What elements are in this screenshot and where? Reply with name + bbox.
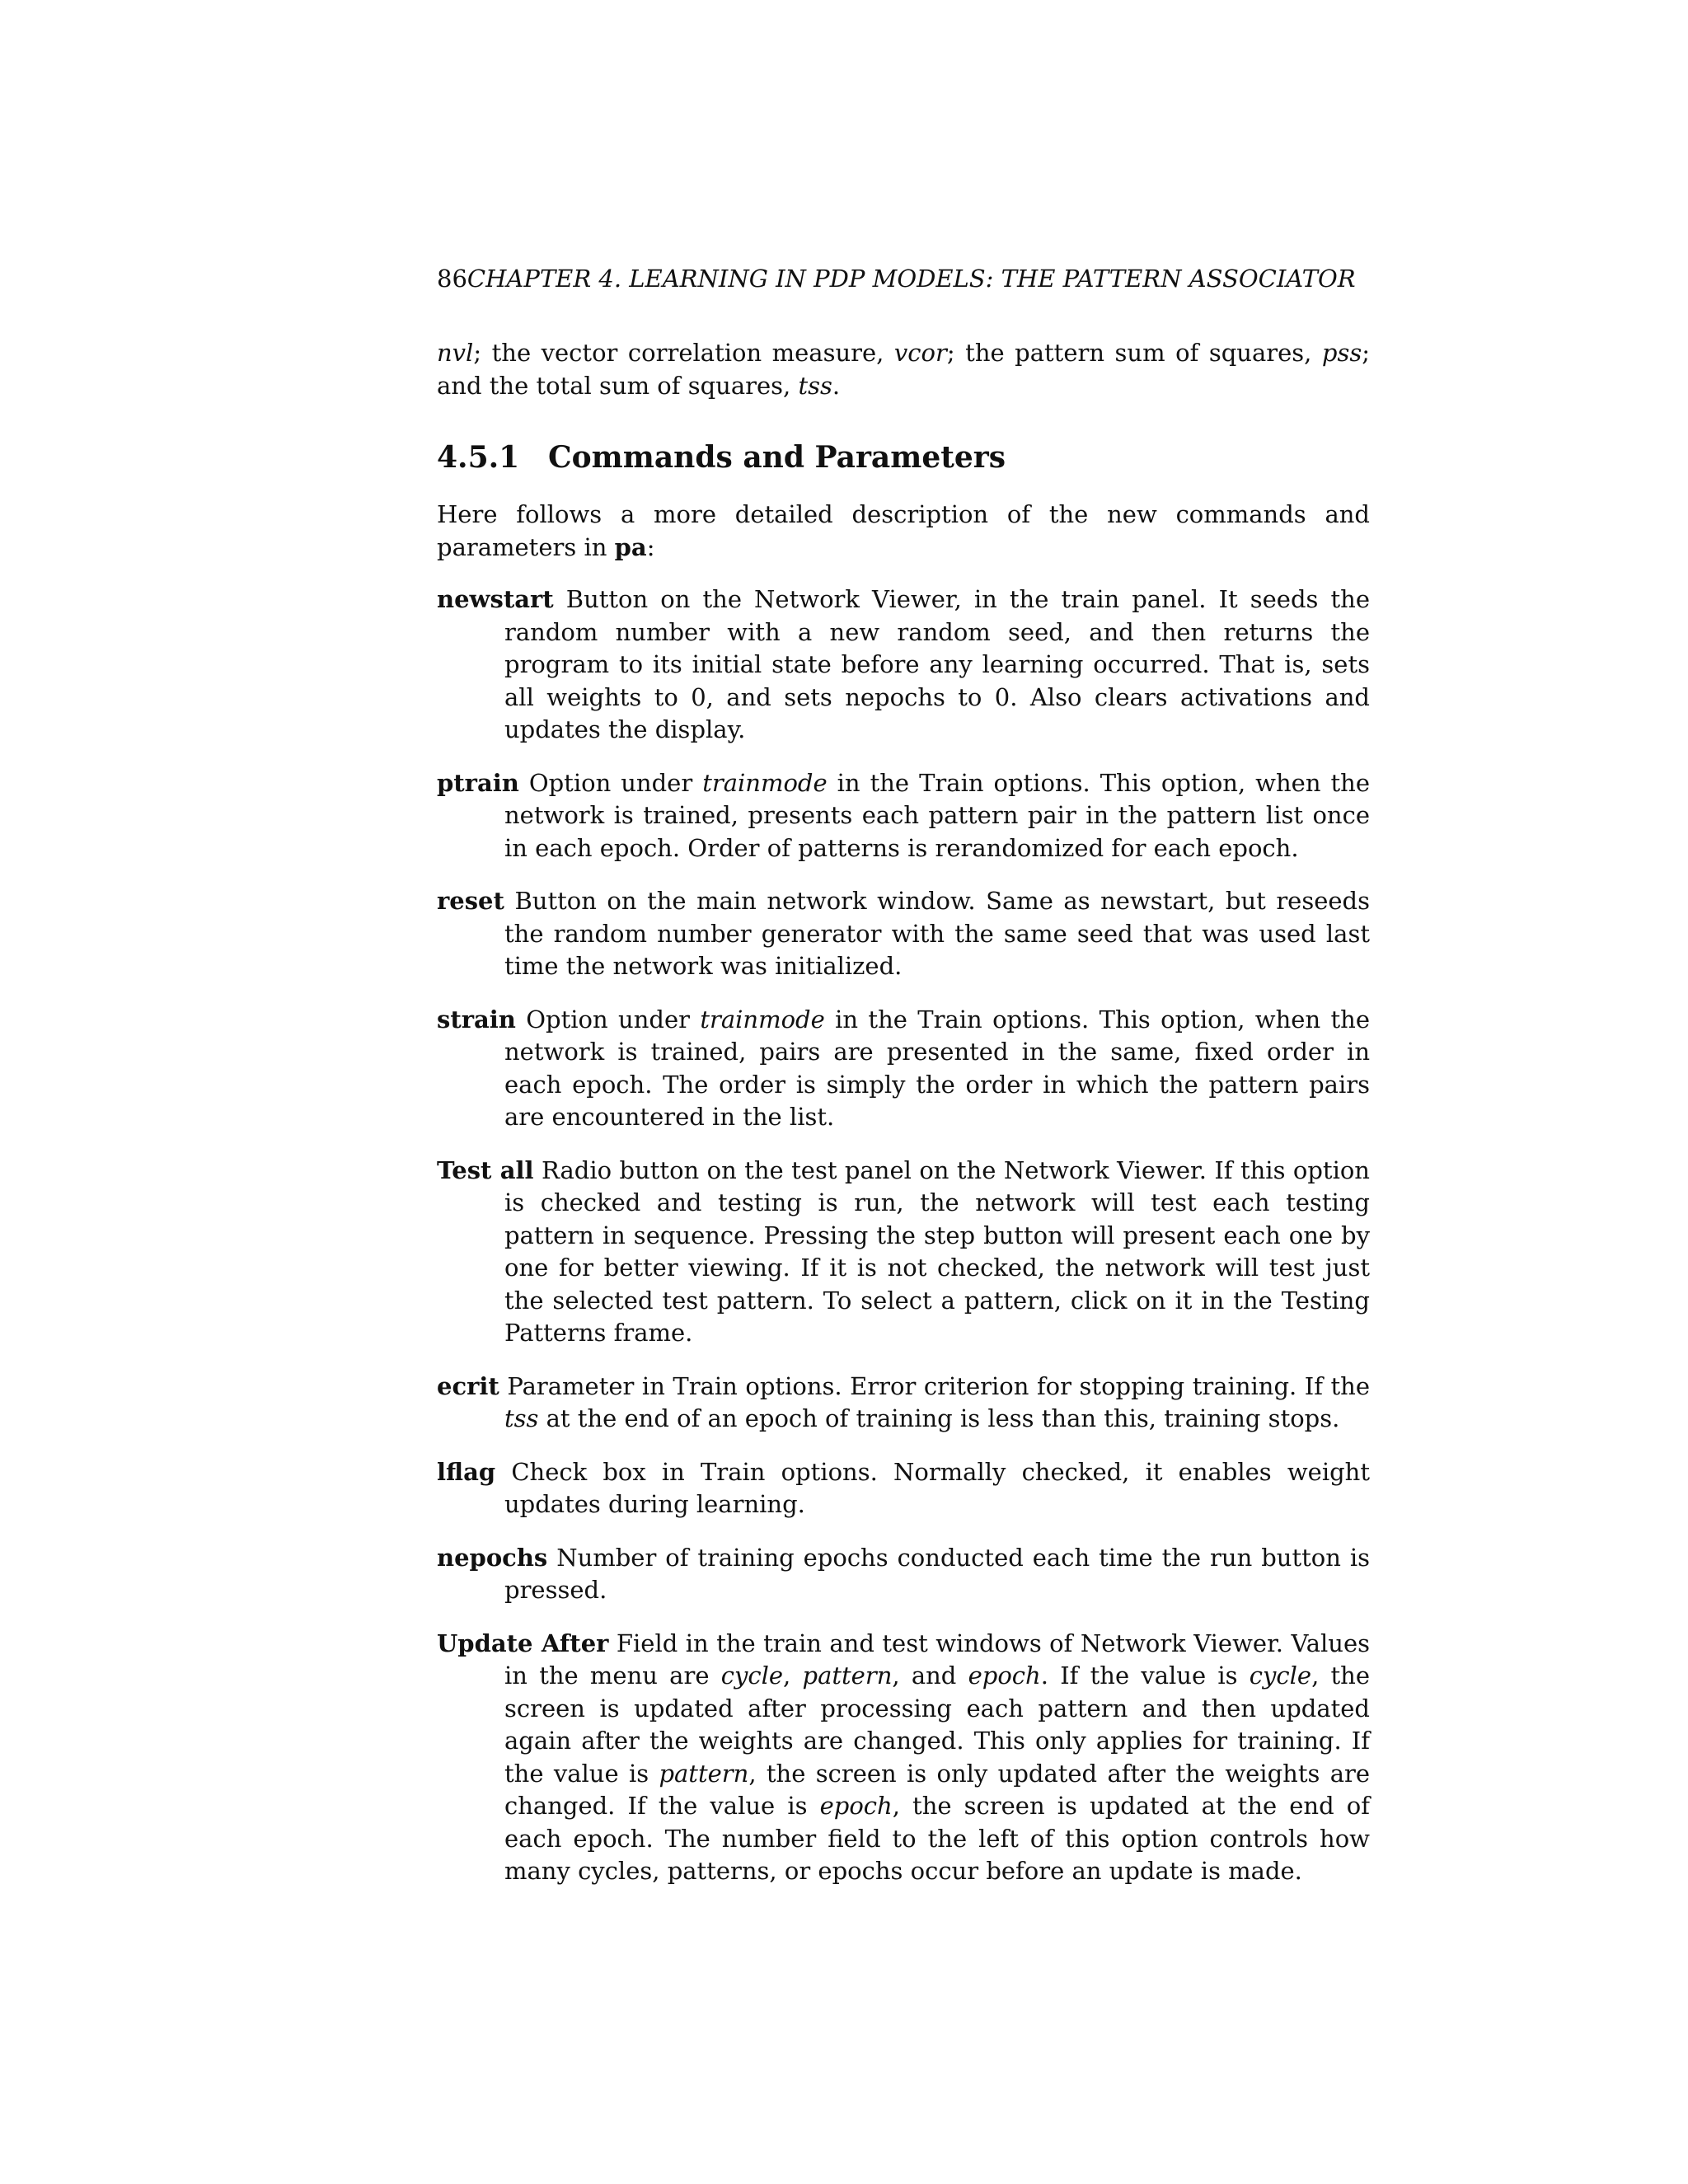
opening-paragraph: nvl; the vector correlation measure, vcor; the pattern sum of squares, pss; and the total sum of squares, tss. <box>437 339 1370 400</box>
term-nvl: nvl <box>437 339 474 367</box>
intro-paragraph: Here follows a more detailed description of the new commands and parameters in pa: <box>437 500 1370 561</box>
definition-reset <box>437 885 1370 983</box>
definition-strain: strain Option under trainmode in the Train options. This option, when the network is trained, pairs are presented in the same, fixed order in each epoch. The order is simply the order in which the pattern pairs are encountered in the list. <box>437 1005 1370 1131</box>
term-tss: tss <box>798 372 832 400</box>
definition-lflag <box>437 1456 1370 1521</box>
definition-text: Number of training epochs conducted each time the run button is pressed. <box>504 1543 1370 1604</box>
section-heading <box>437 437 1006 478</box>
definition-text: Check box in Train options. Normally checked, it enables weight updates during learning. <box>504 1457 1370 1518</box>
definition-term: strain <box>437 1005 516 1033</box>
definition-term: reset <box>437 887 504 915</box>
section-title: Commands and Parameters <box>548 440 1006 475</box>
definition-list <box>437 583 1370 1909</box>
definition-term: ptrain <box>437 768 519 797</box>
definition-nepochs <box>437 1542 1370 1607</box>
definition-text: Button on the main network window. Same as newstart, but reseeds the random number generator with the same seed that was used last time the network was initialized. <box>504 887 1371 980</box>
page-number: 86 <box>437 265 467 293</box>
definition-term: ecrit <box>437 1371 499 1400</box>
definition-update-after: Update After Field in the train and test windows of Network Viewer. Values in the menu are cycle, pattern, and epoch. If the value is cycle, the screen is updated after processing each pattern and then updated again after the weights are changed. This only applies for training. If the value is pattern, the screen is only updated after the weights are changed. If the value is epoch, the screen is updated at the end of each epoch. The number field to the left of this option controls how many cycles, patterns, or epochs occur before an update is made. <box>437 1629 1371 1885</box>
term-pss: pss <box>1321 339 1362 367</box>
definition-ptrain: ptrain Option under trainmode in the Train options. This option, when the network is trained, presents each pattern pair in the pattern list once in each epoch. Order of patterns is rerandomized for each epoch. <box>437 768 1370 862</box>
definition-newstart <box>437 583 1370 747</box>
definition-term: nepochs <box>437 1543 548 1572</box>
running-head <box>437 262 1370 295</box>
definition-ecrit: ecrit Parameter in Train options. Error criterion for stopping training. If the tss at the end of an epoch of training is less than this, training stops. <box>437 1371 1371 1432</box>
definition-test-all <box>437 1155 1370 1350</box>
section-number: 4.5.1 <box>437 440 520 475</box>
chapter-title: CHAPTER 4. LEARNING IN PDP MODELS: THE PATTERN ASSOCIATOR <box>467 265 1356 293</box>
definition-term: Update After <box>437 1629 609 1657</box>
definition-term: lflag <box>437 1457 496 1486</box>
term-vcor: vcor <box>893 339 947 367</box>
definition-term: Test all <box>437 1155 534 1184</box>
program-name: pa <box>614 533 647 561</box>
definition-term: newstart <box>437 585 554 613</box>
definition-text: Button on the Network Viewer, in the train panel. It seeds the random number with a new random seed, and then returns the program to its initial state before any learning occurred. That is, sets all weights to 0, and sets nepochs to 0. Also clears activations and updates the display. <box>504 585 1370 743</box>
definition-text: Radio button on the test panel on the Network Viewer. If this option is checked and testing is run, the network will test each testing pattern in sequence. Pressing the step button will present each one by one for better viewing. If it is not checked, the network will test just the selected test pattern. To select a pattern, click on it in the Testing Patterns frame. <box>504 1155 1370 1347</box>
